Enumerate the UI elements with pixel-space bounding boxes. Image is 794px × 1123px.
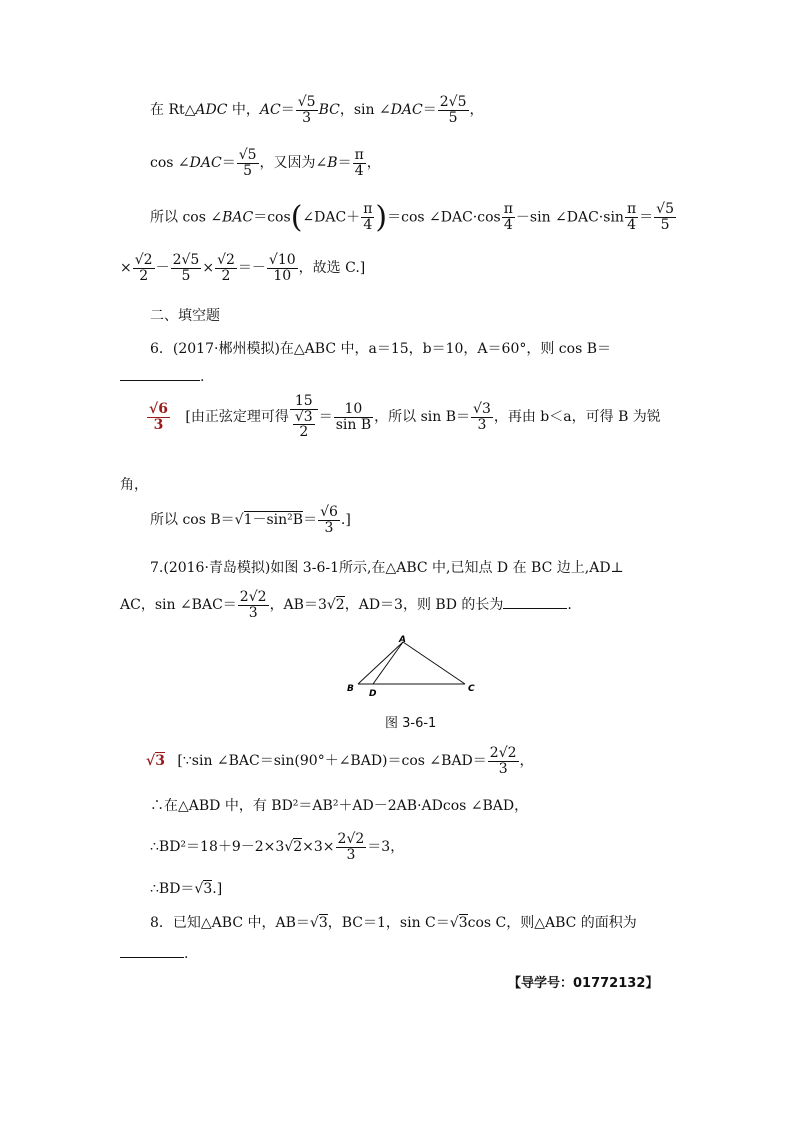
answer-7-line3: ∴BD²＝18＋9－2×3√2×3× $\frac{2√2}{3}$ ＝3， [150,831,405,863]
question-7: 7.(2016·青岛模拟)如图 3-6-1所示,在△ABC 中,已知点 D 在 BC 边上,AD⊥ [150,560,624,576]
answer-7-line2: ∴在△ABD 中，有 BD²＝AB²＋AD－2AB·ADcos ∠BAD， [150,798,529,814]
answer-6-line3: 所以 cos B＝√1－sin²B＝ $\frac{√6}{3}$ .] [150,504,351,536]
line-product: × $\frac{√2}{2}$ － $\frac{2√5}{5}$ × $\frac{√2}{2}$ ＝－ $\frac{√10}{10}$ ，故选 C.] [120,252,366,284]
question-6-blank: . [120,368,794,385]
frac-2root5-over-5: $\frac{2√5}{5}$ [439,94,467,126]
answer-6: $\frac{√6}{3}$ [由正弦定理可得 $\frac{15}{\frac{√3}{2}}$ ＝ $\frac{10}{\text{sin B}}$ ，所以 sin B＝ $\frac{√3}{3}$ ，再由 b＜a，可得 B 为锐 [149,393,661,441]
segment-ad [373,642,403,684]
answer-7-value: √3 [146,753,165,770]
question-6: 6．(2017·郴州模拟)在△ABC 中，a＝15，b＝10，A＝60°，则 cos B＝ [150,341,612,357]
line-cos-dac: cos ∠DAC＝ $\frac{√5}{5}$ ，又因为∠B＝ $\frac{\pi}{4}$ ， [150,147,381,179]
answer-7-line4: ∴BD＝√3.] [150,881,223,897]
answer-6-line2: 角， [120,477,148,493]
triangle-figure [343,634,493,704]
guide-number: 【导学号：01772132】 [508,976,659,991]
frac-root5-over-3: $\frac{√5}{3}$ [297,94,316,126]
answer-blank[interactable] [503,596,567,609]
answer-blank[interactable] [120,368,200,381]
section-heading: 二、填空题 [150,308,220,324]
label-a: A [399,635,406,645]
segment-ab [358,642,403,684]
figure-caption: 图 3-6-1 [385,716,437,731]
question-8: 8．已知△ABC 中，AB＝√3，BC＝1，sin C＝√3cos C，则△ABC 的面积为 [150,915,637,931]
line-cos-bac: 所以 cos ∠BAC＝cos(∠DAC＋ $\frac{\pi}{4}$ )＝cos ∠DAC·cos $\frac{\pi}{4}$ －sin ∠DAC·sin $\frac{\pi}{4}$ ＝ $\frac{√5}{5}$ [150,200,674,235]
label-c: C [468,684,475,694]
answer-blank[interactable] [120,945,184,958]
answer-7: √3 [∵sin ∠BAC＝sin(90°＋∠BAD)＝cos ∠BAD＝ $\frac{2√2}{3}$ ， [146,745,534,777]
segment-ac [403,642,465,684]
answer-6-value: $\frac{√6}{3}$ [149,400,168,433]
label-b: B [347,684,354,694]
line-rt-adc: 在 Rt△ADC 中，AC＝ $\frac{√5}{3}$ BC，sin ∠DAC＝ $\frac{2√5}{5}$ ， [150,94,484,126]
question-8-blank: . [120,945,794,962]
label-d: D [369,689,377,699]
question-7-line2: AC，sin ∠BAC＝ $\frac{2√2}{3}$ ，AB＝3√2，AD＝3，则 BD 的长为 . [120,589,572,621]
